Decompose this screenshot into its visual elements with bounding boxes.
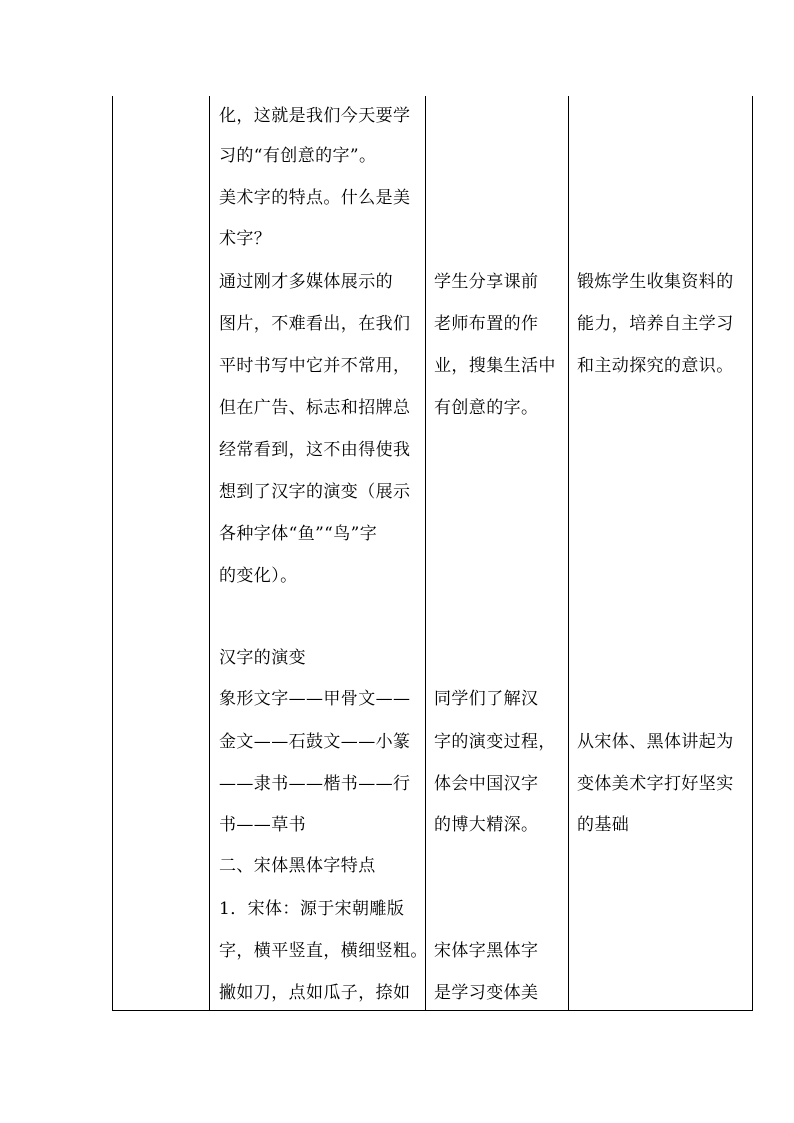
student-activity-line: 业，搜集生活中: [434, 356, 556, 376]
teacher-activity-line: 美术字的特点。什么是美: [219, 188, 411, 208]
table-border-left: [112, 96, 113, 1011]
teacher-activity-line: 汉字的演变: [219, 648, 306, 668]
teacher-activity-line: 想到了汉字的演变（展示: [219, 482, 411, 502]
student-activity-line: 体会中国汉字: [434, 774, 539, 794]
teacher-activity-line: 经常看到，这不由得使我: [219, 440, 411, 460]
lesson-plan-table: [112, 96, 752, 1010]
teacher-activity-line: 通过刚才多媒体展示的: [219, 272, 393, 292]
column-divider-1: [209, 96, 210, 1011]
teacher-activity-line: ——隶书——楷书——行: [219, 774, 411, 794]
teacher-activity-line: 撇如刀，点如瓜子，捺如: [219, 983, 411, 1003]
design-intent-line: 能力，培养自主学习: [577, 314, 734, 334]
table-border-right: [752, 96, 753, 1011]
teacher-activity-line: 术字？: [219, 229, 272, 249]
teacher-activity-line: 图片，不难看出，在我们: [219, 314, 411, 334]
student-activity-line: 有创意的字。: [434, 398, 539, 418]
teacher-activity-line: 象形文字——甲骨文——: [219, 689, 411, 709]
student-activity-line: 同学们了解汉: [434, 689, 539, 709]
design-intent-line: 和主动探究的意识。: [577, 356, 734, 376]
teacher-activity-line: 字，横平竖直，横细竖粗。: [219, 941, 428, 961]
teacher-activity-line: 化，这就是我们今天要学: [219, 106, 411, 126]
column-divider-3: [568, 96, 569, 1011]
teacher-activity-line: 二、宋体黑体字特点: [219, 856, 376, 876]
teacher-activity-line: 的变化）。: [219, 566, 298, 586]
teacher-activity-line: 习的“有创意的字”。: [219, 146, 377, 166]
student-activity-line: 是学习变体美: [434, 983, 539, 1003]
student-activity-line: 宋体字黑体字: [434, 941, 539, 961]
teacher-activity-line: 各种字体“鱼”“鸟”字: [219, 524, 378, 544]
column-divider-2: [425, 96, 426, 1011]
design-intent-line: 变体美术字打好坚实: [577, 774, 734, 794]
teacher-activity-line: 但在广告、标志和招牌总: [219, 398, 411, 418]
design-intent-line: 从宋体、黑体讲起为: [577, 732, 734, 752]
student-activity-line: 字的演变过程，: [434, 732, 556, 752]
design-intent-line: 的基础: [577, 815, 630, 835]
teacher-activity-line: 平时书写中它并不常用，: [219, 356, 411, 376]
table-border-bottom: [112, 1010, 753, 1011]
student-activity-line: 老师布置的作: [434, 314, 539, 334]
teacher-activity-line: 金文——石鼓文——小篆: [219, 732, 411, 752]
design-intent-line: 锻炼学生收集资料的: [577, 272, 734, 292]
teacher-activity-line: 书——草书: [219, 815, 306, 835]
student-activity-line: 学生分享课前: [434, 272, 539, 292]
student-activity-line: 的博大精深。: [434, 815, 539, 835]
teacher-activity-line: 1．宋体：源于宋朝雕版: [219, 899, 405, 919]
